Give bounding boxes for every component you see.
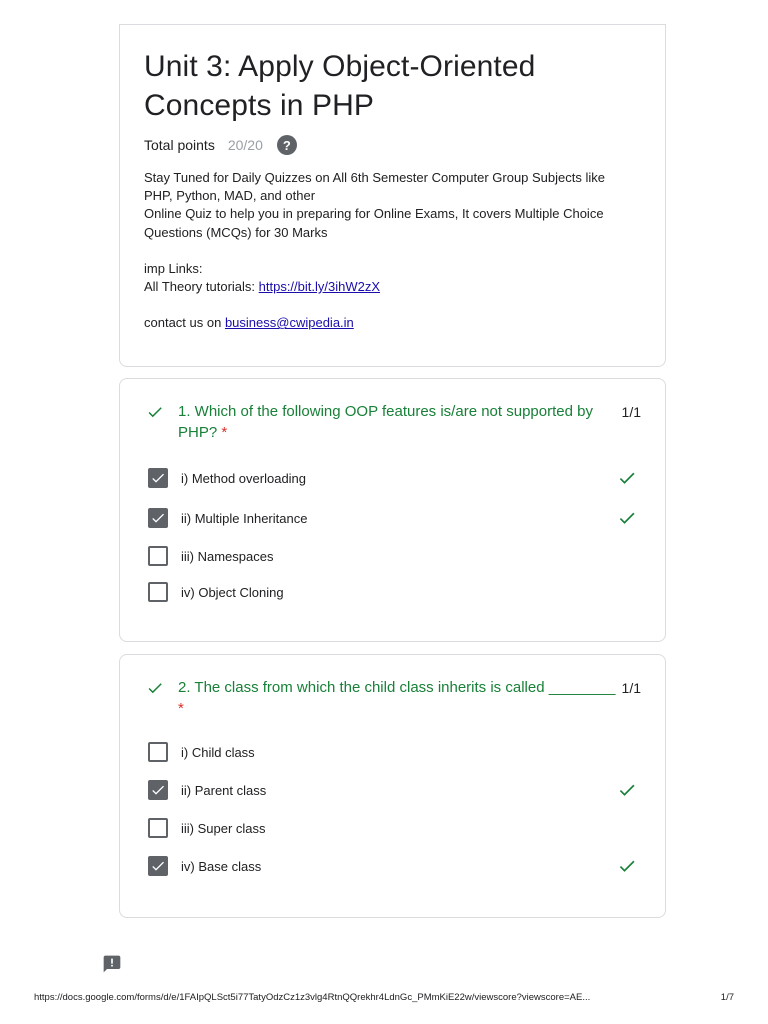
checkbox-unchecked[interactable] bbox=[148, 546, 168, 566]
option-row[interactable] bbox=[150, 467, 637, 489]
option-label: iii) Super class bbox=[181, 820, 266, 836]
correct-check-icon bbox=[617, 856, 637, 876]
checkbox-checked[interactable] bbox=[148, 856, 168, 876]
links-heading: imp Links: bbox=[144, 260, 203, 276]
checkmark-icon bbox=[150, 510, 166, 526]
checkbox-checked[interactable] bbox=[148, 468, 168, 488]
option-row[interactable] bbox=[150, 507, 637, 529]
correct-check-icon bbox=[146, 403, 164, 421]
checkmark-icon bbox=[150, 470, 166, 486]
footer-url: https://docs.google.com/forms/d/e/1FAIpQLSct5i77TatyOdzCz1z3vlg4RtnQQrekhr4LdnGc_PMmKiE22w/viewscore?viewscore=AE... bbox=[34, 992, 591, 1003]
option-label: i) Child class bbox=[181, 744, 255, 760]
correct-check-icon bbox=[617, 508, 637, 528]
form-header-card bbox=[119, 24, 666, 367]
checkbox-checked[interactable] bbox=[148, 780, 168, 800]
question-score: 1/1 bbox=[621, 680, 641, 696]
option-row[interactable] bbox=[150, 581, 637, 603]
option-row[interactable] bbox=[150, 741, 637, 763]
description-line: PHP, Python, MAD, and other bbox=[144, 188, 316, 204]
total-points-label: Total points bbox=[144, 137, 215, 153]
option-label: iv) Object Cloning bbox=[181, 584, 284, 600]
description-line: Questions (MCQs) for 30 Marks bbox=[144, 224, 328, 240]
description-line: Stay Tuned for Daily Quizzes on All 6th Semester Computer Group Subjects like bbox=[144, 170, 605, 185]
correct-check-icon bbox=[617, 780, 637, 800]
question-card-1 bbox=[119, 378, 666, 642]
checkmark-icon bbox=[150, 782, 166, 798]
theory-row bbox=[144, 278, 641, 296]
description-line: Online Quiz to help you in preparing for Online Exams, It covers Multiple Choice bbox=[144, 206, 604, 222]
checkbox-unchecked[interactable] bbox=[148, 742, 168, 762]
option-row[interactable] bbox=[150, 779, 637, 801]
checkbox-unchecked[interactable] bbox=[148, 582, 168, 602]
print-footer bbox=[34, 992, 734, 1003]
option-label: ii) Multiple Inheritance bbox=[181, 510, 308, 526]
form-description bbox=[144, 169, 641, 332]
option-row[interactable] bbox=[150, 817, 637, 839]
form-title-line-1: Unit 3: Apply Object-Oriented bbox=[144, 50, 536, 83]
option-row[interactable] bbox=[150, 545, 637, 567]
report-feedback-icon[interactable] bbox=[102, 954, 122, 974]
contact-row bbox=[144, 314, 641, 332]
question-text: 2. The class from which the child class inherits is called ________ * bbox=[178, 679, 616, 717]
checkmark-icon bbox=[150, 858, 166, 874]
footer-page-number: 1/7 bbox=[720, 992, 734, 1003]
question-card-2 bbox=[119, 654, 666, 918]
help-circle-icon[interactable]: ? bbox=[277, 135, 297, 155]
theory-tutorials-link[interactable]: https://bit.ly/3ihW2zX bbox=[258, 279, 381, 295]
required-asterisk: * bbox=[221, 424, 228, 441]
contact-email-link[interactable]: business@cwipedia.in bbox=[224, 315, 354, 331]
option-row[interactable] bbox=[150, 855, 637, 877]
correct-check-icon bbox=[617, 468, 637, 488]
checkbox-unchecked[interactable] bbox=[148, 818, 168, 838]
question-score: 1/1 bbox=[621, 404, 641, 420]
option-label: i) Method overloading bbox=[181, 470, 307, 486]
option-label: iv) Base class bbox=[181, 858, 262, 874]
total-points-row bbox=[144, 133, 641, 157]
required-asterisk: * bbox=[178, 700, 184, 717]
contact-label: contact us on bbox=[144, 315, 225, 331]
checkbox-checked[interactable] bbox=[148, 508, 168, 528]
question-text: 1. Which of the following OOP features is/are not supported by PHP? * bbox=[178, 403, 593, 441]
form-title bbox=[144, 47, 641, 125]
option-label: ii) Parent class bbox=[181, 782, 267, 798]
correct-check-icon bbox=[146, 679, 164, 697]
theory-label: All Theory tutorials: bbox=[144, 279, 259, 295]
form-title-line-2: Concepts in PHP bbox=[144, 89, 374, 122]
total-points-value: 20/20 bbox=[227, 137, 263, 153]
option-label: iii) Namespaces bbox=[181, 548, 274, 564]
